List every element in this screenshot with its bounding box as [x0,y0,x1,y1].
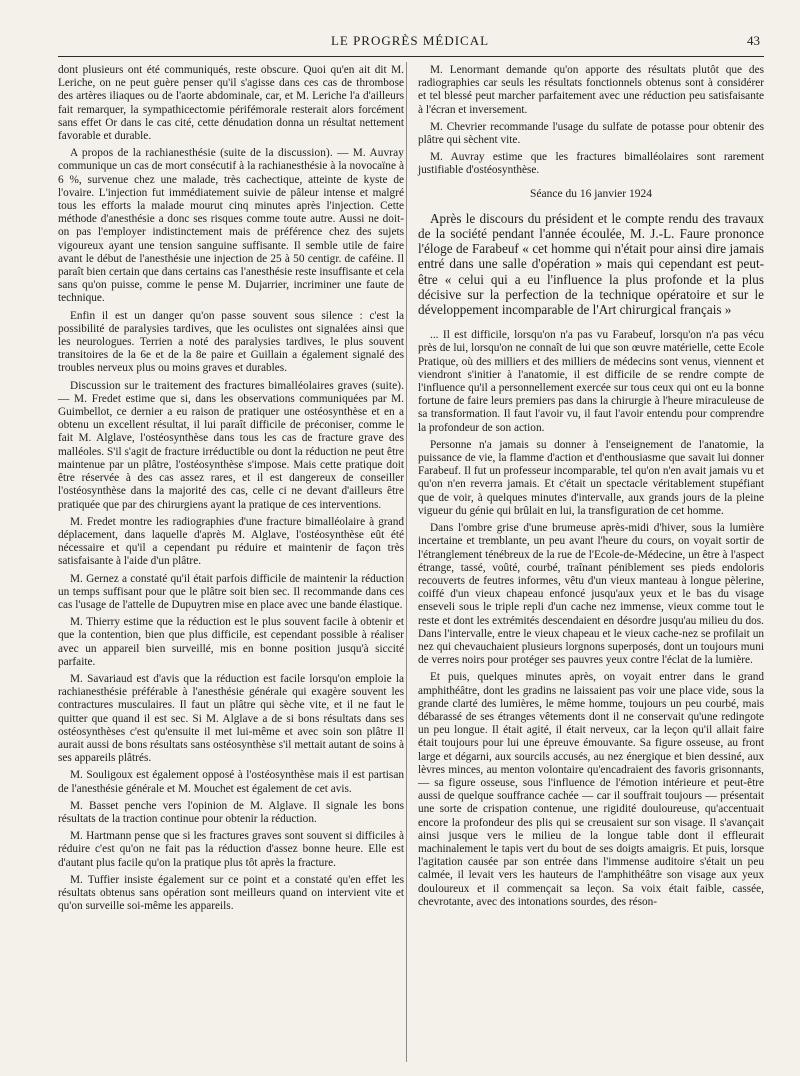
paragraph-text: communique un cas de mort consécutif à la rachianesthésie à la novocaïne à 6 %, survenue chez une malade, très cachectique, atteinte de kyste de l'ovaire. L'injection fut immédiatement suivie de pâleur intense et malgré tous les efforts la malade mourut cinq minutes après l'injection. Cette méthode d'anesthésie a donc ses risques comme toute autre. Aussi ne doit-on pas l'employer indistinctement mais de préférence chez des sujets vigoureux ayant une tension sanguine suffisante. Il semble utile de faire avant le début de l'anesthésie une injection de 25 à 50 centigr. de caféine. Il paraît bien certain que dans certains cas l'anesthésie reste insuffisante et cela sans qu'on puisse, comme le pense M. Dujarrier, incriminer une faute de technique. [58,160,404,305]
left-column [58,64,404,917]
paragraph: M. Gernez a constaté qu'il était parfois difficile de maintenir la réduction un temps suffisant pour que le plâtre soit bien sec. Il recommande dans ces cas l'usage de l'attelle de Dupuytren mise en place avec une bande élastique. [58,572,404,611]
paragraph: M. Lenormant demande qu'on apporte des résultats plutôt que des radiographies car seuls les résultats fonctionnels obtenus sont à considérer et tel blessé peut marcher parfaitement avec une réduction peu satisfaisante à l'écran et inversement. [418,64,764,116]
column-divider [406,62,407,1062]
section-heading: Discussion sur le traitement des fractures bimalléolaires graves (suite). — M. Fredet [58,379,404,405]
paragraph: dont plusieurs ont été communiqués, reste obscure. Quoi qu'en ait dit M. Leriche, on ne peut guère penser qu'il s'agisse dans ces cas de thrombose des artères iliaques ou de l'aorte abdominale, car, et M. Leriche l'a d'ailleurs fait remarquer, la sympathicectomie périfémorale resterait alors forcément sans effet Or dans le cas cité, cette dénudation donna un résultat nettement favorable et durable. [58,64,404,143]
journal-title: LE PROGRÈS MÉDICAL [330,33,490,48]
intro-paragraph: Après le discours du président et le compte rendu des travaux de la société pendant l'année écoulée, M. J.-L. Faure prononce l'éloge de Farabeuf « cet homme qui n'était pour ainsi dire jamais entré dans une salle d'opération » mais qui cependant est peut-être « celui qui a eu l'influence la plus profonde et la plus décisive sur la perfection de la technique opératoire et sur le développement incomparable de l'Art chirurgical français » [418,210,764,318]
paragraph: Personne n'a jamais su donner à l'enseignement de l'anatomie, la puissance de vie, la flamme d'action et d'enthousiasme que savait lui donner Farabeuf. Il fut un professeur incomparable, tel qu'on n'en avait jamais vu et qu'on n'en reverra jamais. Et c'était un spectacle véritablement stupéfiant que de voir, à quelques minutes d'intervalle, aux grands jours de la pleine vigueur du génie qui brûlait en lui, la transfiguration de cet homme. [418,438,764,517]
paragraph [58,380,404,512]
paragraph: Et puis, quelques minutes après, on voyait entrer dans le grand amphithéâtre, dont les gradins ne laissaient pas voir une place vide, sous la grande clarté des lumières, le même homme, toujours un peu courbé, mais débarassé de ses étranges vêtements dont il ne conservait qu'une redingote un peu longue. Il était agité, il était nerveux, car la leçon qu'il allait faire était toujours pour lui une épreuve émouvante. Sa figure osseuse, au front large et dégarni, aux sourcils accusés, au nez énergique et bien dessiné, aux lèvres minces, au menton volontaire qu'encadraient des favoris grisonnants, — sa figure osseuse, sous l'influence de l'émotion intérieure et peut-être aussi de quelque souffrance cachée — car il souffrait toujours — présentait une sorte de crispation contenue, une rigidité douloureuse, qu'accentuait encore la profondeur des plis qui se creusaient sur son visage. Il s'avançait ainsi jusque vers le milieu de la longue table dont il effleurait machinalement le tapis vert du bout de ses doigts amaigris. Et puis, lorsque l'agitation causée par son entrée dans l'immense auditoire s'était un peu calmée, il levait vers les hauteurs de l'amphithéâtre son visage aux yeux douloureux et il commençait sa leçon. Sa voix était faible, cassée, chevrotante, avec des intonations sourdes, des réson- [418,671,764,908]
paragraph: ... Il est difficile, lorsqu'on n'a pas vu Farabeuf, lorsqu'on n'a pas vécu près de lui, lorsqu'on ne connaît de lui que son œuvre matérielle, cette Ecole Pratique, où des milliers et des milliers de médecins sont venus, viennent et viendront s'initier à l'anatomie, il est difficile de se rendre compte de l'influence qu'il a personnellement exercée sur tous ceux qui ont eu la bonne fortune de faire leurs premiers pas dans la chirurgie à l'heure miraculeuse de sa transformation. Il faut l'avoir vu, il faut l'avoir entendu pour comprendre la profondeur de son action. [418,329,764,434]
paragraph: M. Thierry estime que la réduction est le plus souvent facile à obtenir et que la contention, bien que plus difficile, est cependant possible à réaliser avec un appareil bien surveillé, mis en bonne position jusqu'à siccité parfaite. [58,616,404,668]
paragraph: M. Tuffier insiste également sur ce point et a constaté qu'en effet les résultats obtenus sans opération sont meilleurs quand on intervient vite et qu'on surveille soi-même les appareils. [58,873,404,913]
paragraph: M. Fredet montre les radiographies d'une fracture bimalléolaire à grand déplacement, dans laquelle d'après M. Alglave, l'ostéosynthèse eût été nécessaire et qu'il a cependant pu réduire et maintenir de façon très satisfaisante à l'aide d'un plâtre. [58,515,404,568]
section-heading: A propos de la rachianesthésie (suite de la discussion). — M. Auvray [70,147,404,160]
session-heading: Séance du 16 janvier 1924 [530,187,652,200]
page-number: 43 [747,33,760,48]
header-rule [58,56,764,57]
running-header [60,33,760,51]
paragraph: M. Basset penche vers l'opinion de M. Alglave. Il signale les bons résultats de la traction continue pour obtenir la réduction. [58,799,404,825]
paragraph [58,147,404,305]
paragraph: Dans l'ombre grise d'une brumeuse après-midi d'hiver, sous la lumière incertaine et tremblante, un peu avant l'heure du cours, on voyait sortir de l'étranglement ténébreux de la rue de l'Ecole-de-Médecine, un être à l'aspect étrange, tassé, voûté, courbé, traînant péniblement ses pieds endoloris recouverts de feutres informes, vêtu d'un vieux manteau à longue pèlerine, coiffé d'un vieux chapeau enfoncé jusqu'aux yeux et le bas du visage enseveli sous le triple repli d'un cache nez immense, vieux comme tout le reste et dont les extrémités descendaient en désordre jusqu'au milieu du dos. Dans l'intervalle, entre le vieux chapeau et le vieux cache-nez se profilait un nez qui chevauchaient plusieurs lorgnons superposés, dont un toujours muni de verres noirs pour protéger ses pauvres yeux contre l'éclat de la lumière. [418,522,764,667]
paragraph: M. Hartmann pense que si les fractures graves sont souvent si difficiles à réduire c'est qu'on ne fait pas la réduction d'assez bonne heure. Elle est d'autant plus facile qu'on la pratique plus tôt après la fracture. [58,830,404,869]
paragraph: M. Chevrier recommande l'usage du sulfate de potasse pour obtenir des plâtre qui sèchent vite. [418,120,764,147]
paragraph: M. Auvray estime que les fractures bimalléolaires sont rarement justifiable d'ostéosynthèse. [418,151,764,177]
paragraph: M. Savariaud est d'avis que la réduction est facile lorsqu'on emploie la rachianesthésie préférable à l'anesthésie générale qui exagère souvent les contractures musculaires. Il faut un plâtre qui sèche vite, et il ne faut le quitter que quand il est sec. Si M. Alglave a de si bons résultats dans ses ostéosynthèses c'est qu'ensuite il met lui-même et avec soin son plâtre Il aurait aussi de bons résultats sans ostéosynthèse s'il mettait autant de soins à ses appareils plâtrés. [58,672,404,765]
paragraph-text: estime que si, dans les observations communiquées par M. Guimbellot, ce dernier a eu raison de pratiquer une ostéosynthèse et en a obtenu un excellent résultat, il lui paraît difficile de préconiser, comme le fait M. Alglave, l'ostéosynthèse dans tous les cas de fracture grave des malléoles. S'il s'agit de fracture irréductible ou dont la réduction ne peut être maintenue par un plâtre, l'ostéosynthèse s'impose. Mais cette pratique doit être réservée à des cas assez rares, et il est dangereux de conseiller l'ostéosynthèse dans la majorité des cas, celle ci ne devant d'ailleurs être pratiquée que par des chirurgiens ayant la pratique de ces interventions. [58,392,404,511]
paragraph: Enfin il est un danger qu'on passe souvent sous silence : c'est la possibilité de paralysies tardives, que les oculistes ont signalées ainsi que les neurologues. Terrien a noté des paralysies tardives, le plus souvent transitoires de la 6e et de la 8e paire et Guillain a également signalé des troubles nerveux plus ou moins graves et durables. [58,309,404,375]
paragraph: M. Souligoux est également opposé à l'ostéosynthèse mais il est partisan de l'anesthésie générale et M. Mouchet est également de cet avis. [58,769,404,795]
right-column [418,64,764,913]
